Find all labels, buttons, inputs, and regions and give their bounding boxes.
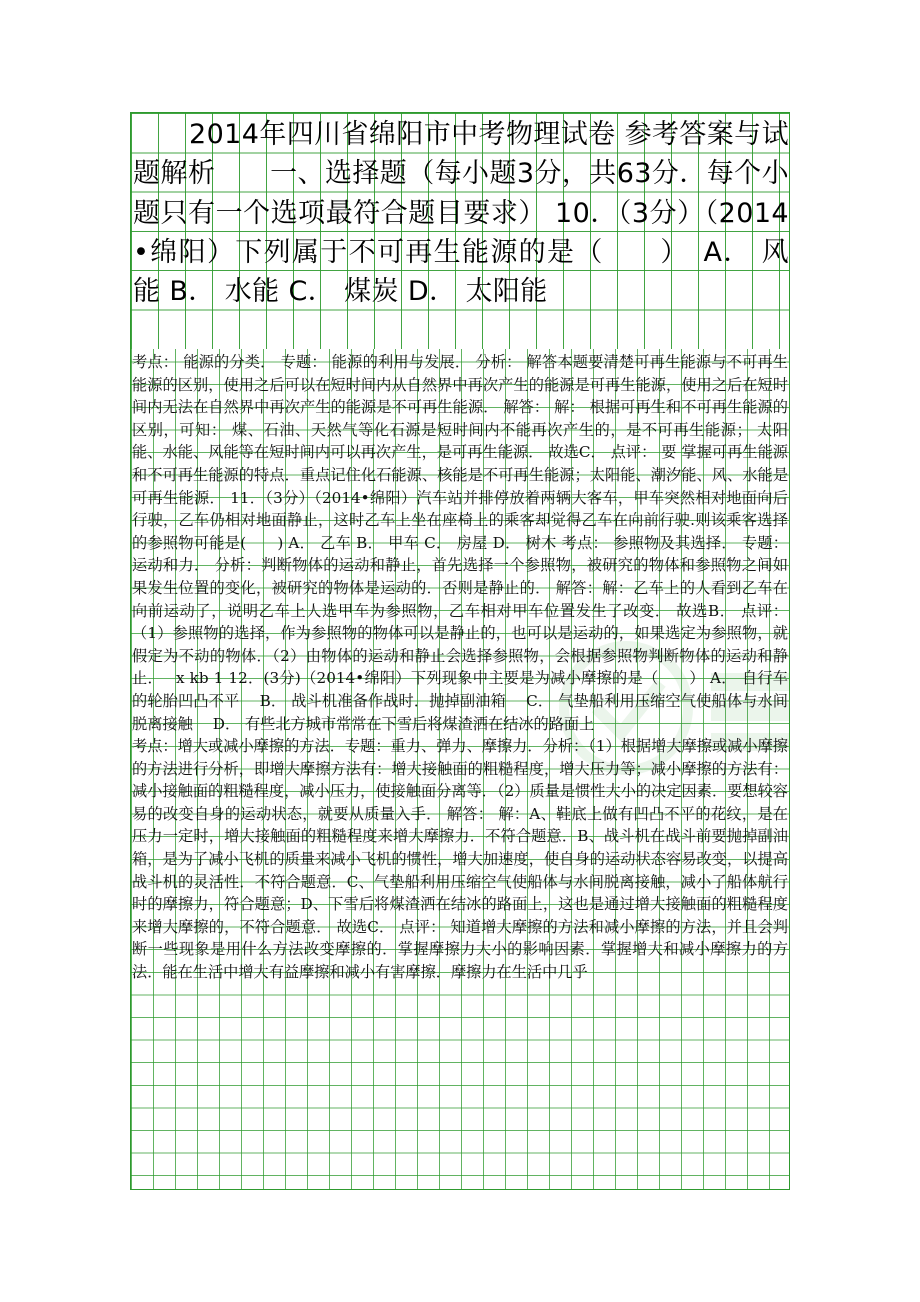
document-title: 2014年四川省绵阳市中考物理试卷 参考答案与试题解析 一、选择题（每小题3分，共63分．每个小题只有一个选项最符合题目要求） 10．（3分）（2014•绵阳）下列属于不可再生能源的是（ ） A． 风能 B． 水能 C． 煤炭 D． 太阳能 xyxy=(133,119,789,308)
document-page xyxy=(130,112,790,1190)
explanation-paragraph-2: 考点：增大或减小摩擦的方法．专题：重力、弹力、摩擦力．分析：（1）根据增大摩擦或减小摩擦的方法进行分析，即增大摩擦方法有：增大接触面的粗糙程度，增大压力等；减小摩擦的方法有：减小接触面的粗糙程度，减小压力，使接触面分离等．（2）质量是惯性大小的决定因素．要想较容易的改变自身的运动状态，就要从质量入手． 解答： 解：A、鞋底上做有凹凸不平的花纹，是在压力一定时，增大接触面的粗糙程度来增大摩擦力．不符合题意．B、战斗机在战斗前要抛掉副油箱，是为了减小飞机的质量来减小飞机的惯性，增大加速度，使自身的运动状态容易改变，以提高战斗机的灵活性．不符合题意．C、气垫船利用压缩空气使船体与水间脱离接触，减小了船体航行时的摩擦力，符合题意；D、下雪后将煤渣洒在结冰的路面上，这也是通过增大接触面的粗糙程度来增大摩擦的，不符合题意． 故选C． 点评： 知道增大摩擦的方法和减小摩擦的方法，并且会判断一些现象是用什么方法改变摩擦的．掌握摩擦力大小的影响因素．掌握增大和减小摩擦力的方法．能在生活中增大有益摩擦和减小有害摩擦．摩擦力在生活中几乎 xyxy=(132,737,788,982)
title-grid-area xyxy=(131,113,790,349)
answer-explanation-body xyxy=(132,351,788,984)
explanation-paragraph-1: 考点： 能源的分类． 专题： 能源的利用与发展． 分析： 解答本题要清楚可再生能源与不可再生能源的区别，使用之后可以在短时间内从自然界中再次产生的能源是可再生能源，使用之后在短时间内无法在自然界中再次产生的能源是不可再生能源． 解答： 解： 根据可再生和不可再生能源的区别，可知： 煤、石油、天然气等化石源是短时间内不能再次产生的，是不可再生能源； 太阳能、水能、风能等在短时间内可以再次产生，是可再生能源． 故选C． 点评： 要 掌握可再生能源和不可再生能源的特点．重点记住化石能源、核能是不可再生能源；太阳能、潮汐能、风、水能是可再生能源． 11．（3分）（2014•绵阳）汽车站并排停放着两辆大客车，甲车突然相对地面向后行驶，乙车仍相对地面静止，这时乙车上坐在座椅上的乘客却觉得乙车在向前行驶.则该乘客选择的参照物可能是( ) A． 乙车 B． 甲车 C． 房屋 D． 树木 考点： 参照物及其选择． 专题： 运动和力． 分析：判断物体的运动和静止，首先选择一个参照物，被研究的物体和参照物之间如果发生位置的变化，被研究的物体是运动的．否则是静止的． 解答：解：乙车上的人看到乙车在向前运动了，说明乙车上人选甲车为参照物，乙车相对甲车位置发生了改变． 故选B． 点评： （1）参照物的选择，作为参照物的物体可以是静止的，也可以是运动的，如果选定为参照物，就假定为不动的物体．（2）由物体的运动和静止会选择参照物，会根据参照物判断物体的运动和静止． x kb 1 12．(3分)（2014•绵阳）下列现象中主要是为减小摩擦的是（ ） A． 自行车的轮胎凹凸不平 B． 战斗机准备作战时．抛掉副油箱 C． 气垫船利用压缩空气使船体与水间脱离接触 D． 有些北方城市常常在下雪后将煤渣洒在结冰的路面上 xyxy=(132,353,788,733)
